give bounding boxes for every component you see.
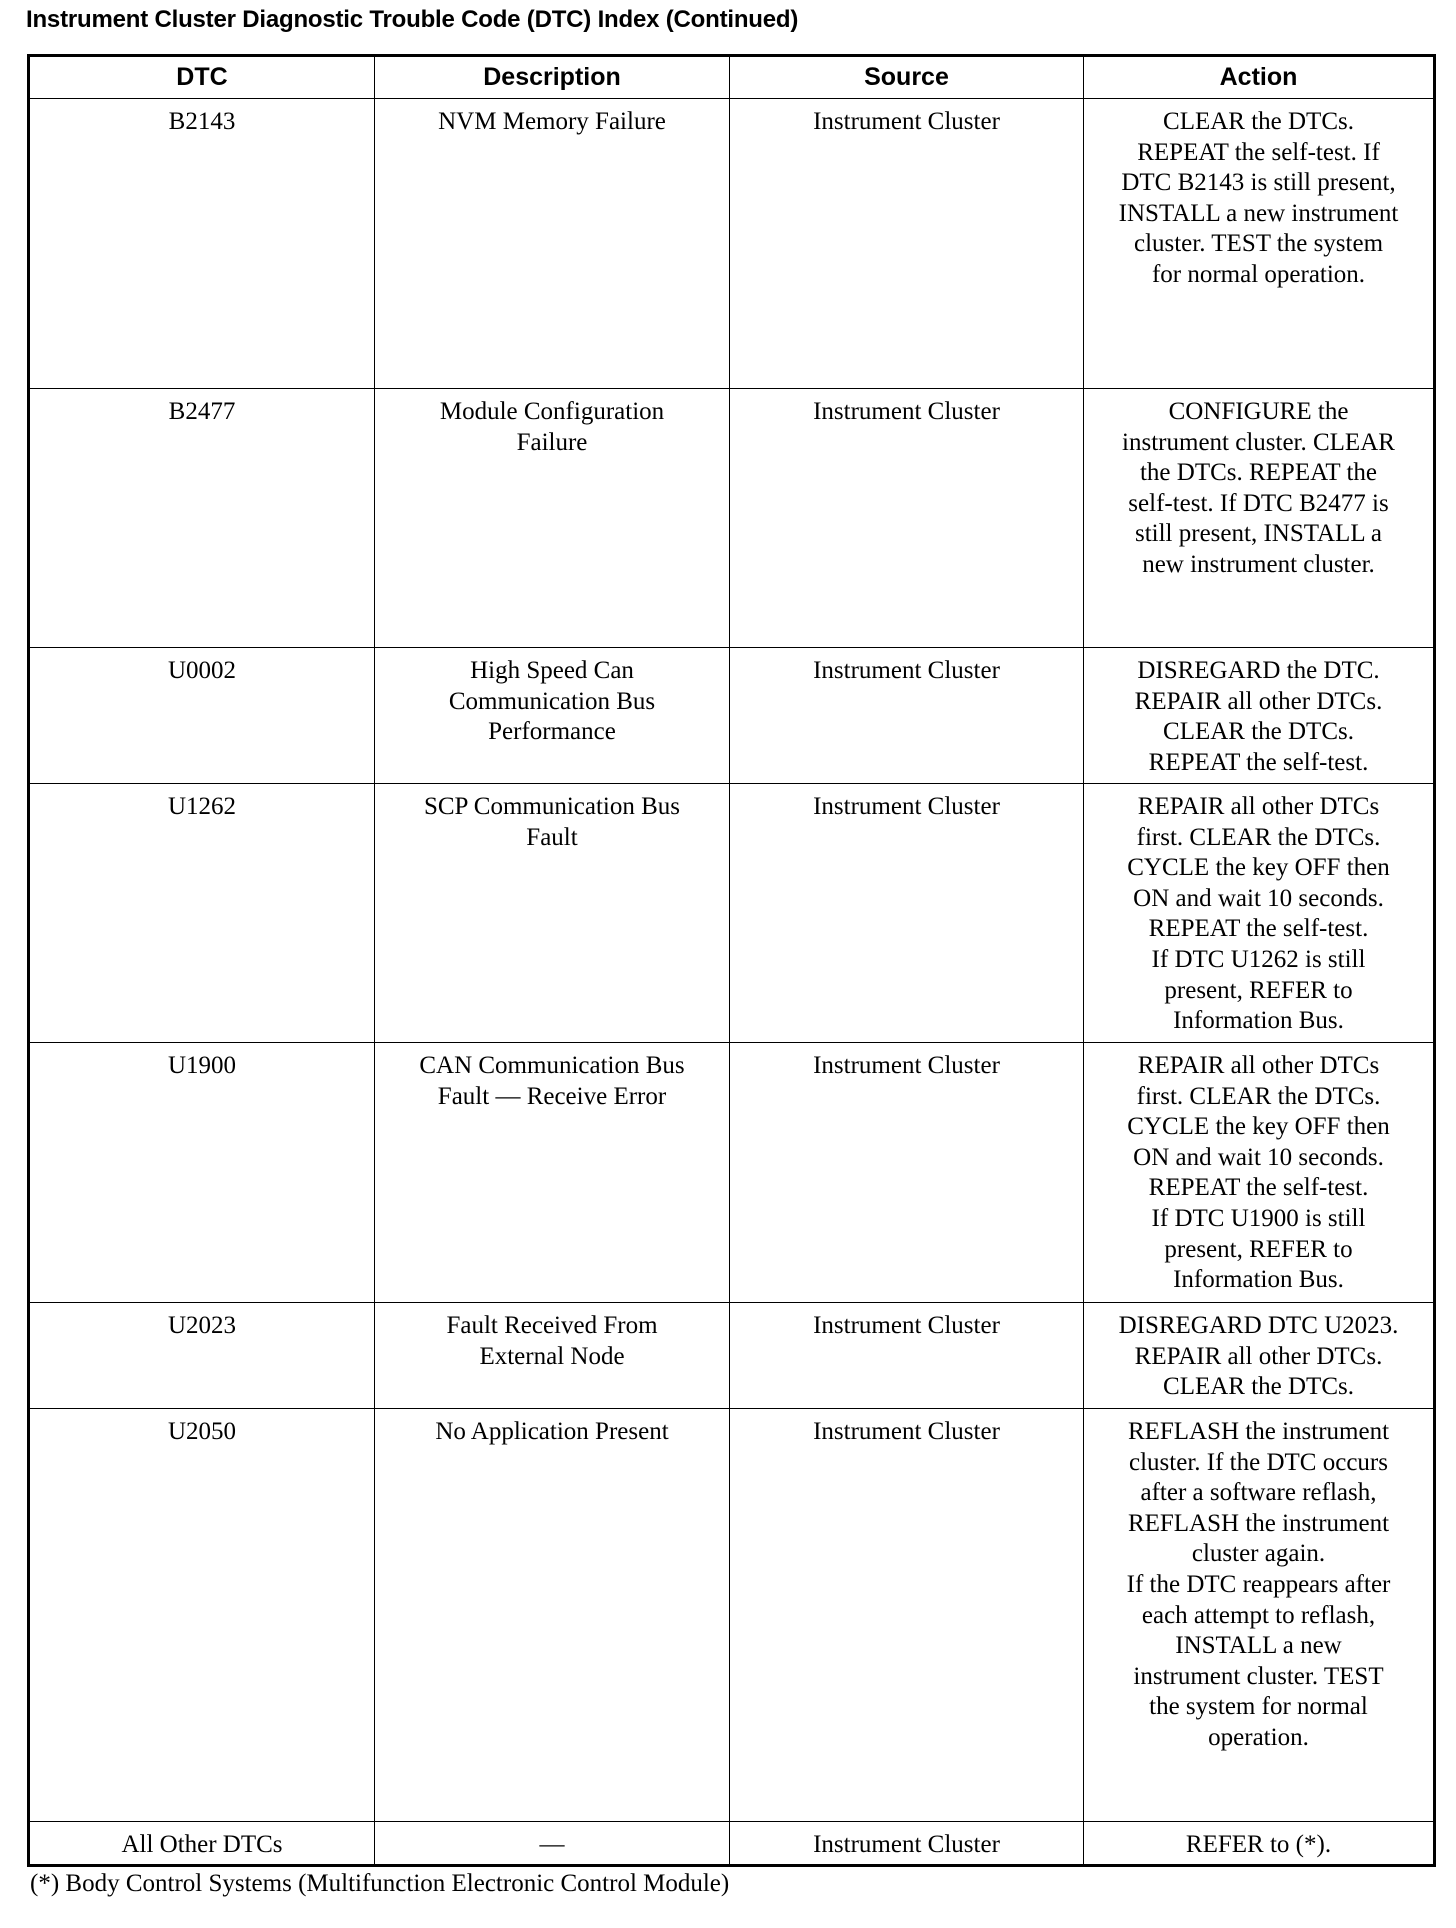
- cell-action: REFLASH the instrument cluster. If the DTC occurs after a software reflash, REFLASH the instrument cluster again. If the DTC reappears after each attempt to reflash, INSTALL a new instrument cluster. TEST the system for normal operation.: [1084, 1409, 1435, 1822]
- cell-description: No Application Present: [375, 1409, 730, 1822]
- cell-source: Instrument Cluster: [730, 1409, 1084, 1822]
- cell-action: REPAIR all other DTCs first. CLEAR the DTCs. CYCLE the key OFF then ON and wait 10 seconds. REPEAT the self-test. If DTC U1262 is still present, REFER to Information Bus.: [1084, 784, 1435, 1043]
- cell-action: DISREGARD the DTC. REPAIR all other DTCs. CLEAR the DTCs. REPEAT the self-test.: [1084, 648, 1435, 784]
- cell-description: SCP Communication Bus Fault: [375, 784, 730, 1043]
- table-row: [29, 1043, 1435, 1303]
- header-source: Source: [730, 56, 1084, 99]
- table-header-row: [29, 56, 1435, 99]
- table-row: [29, 1303, 1435, 1409]
- cell-dtc: B2143: [29, 99, 375, 389]
- cell-action: REPAIR all other DTCs first. CLEAR the DTCs. CYCLE the key OFF then ON and wait 10 seconds. REPEAT the self-test. If DTC U1900 is still present, REFER to Information Bus.: [1084, 1043, 1435, 1303]
- cell-action: DISREGARD DTC U2023. REPAIR all other DTCs. CLEAR the DTCs.: [1084, 1303, 1435, 1409]
- cell-source: Instrument Cluster: [730, 1043, 1084, 1303]
- cell-action: CONFIGURE the instrument cluster. CLEAR the DTCs. REPEAT the self-test. If DTC B2477 is still present, INSTALL a new instrument cluster.: [1084, 389, 1435, 648]
- table-row: [29, 784, 1435, 1043]
- footnote: (*) Body Control Systems (Multifunction Electronic Control Module): [30, 1870, 730, 1897]
- cell-source: Instrument Cluster: [730, 784, 1084, 1043]
- cell-source: Instrument Cluster: [730, 1822, 1084, 1866]
- cell-dtc: U2050: [29, 1409, 375, 1822]
- cell-description: High Speed Can Communication Bus Performance: [375, 648, 730, 784]
- header-action: Action: [1084, 56, 1435, 99]
- table-row: [29, 99, 1435, 389]
- header-dtc: DTC: [29, 56, 375, 99]
- cell-dtc: U2023: [29, 1303, 375, 1409]
- dtc-index-table: [27, 54, 1436, 1867]
- cell-dtc: U0002: [29, 648, 375, 784]
- table-row: [29, 1822, 1435, 1866]
- cell-description: Module Configuration Failure: [375, 389, 730, 648]
- cell-dtc: U1262: [29, 784, 375, 1043]
- cell-source: Instrument Cluster: [730, 99, 1084, 389]
- cell-dtc: U1900: [29, 1043, 375, 1303]
- cell-source: Instrument Cluster: [730, 648, 1084, 784]
- cell-dtc: B2477: [29, 389, 375, 648]
- cell-description: —: [375, 1822, 730, 1866]
- cell-source: Instrument Cluster: [730, 1303, 1084, 1409]
- cell-action: REFER to (*).: [1084, 1822, 1435, 1866]
- cell-source: Instrument Cluster: [730, 389, 1084, 648]
- table-row: [29, 648, 1435, 784]
- header-description: Description: [375, 56, 730, 99]
- page-title: Instrument Cluster Diagnostic Trouble Code (DTC) Index (Continued): [26, 6, 799, 33]
- table-row: [29, 1409, 1435, 1822]
- cell-dtc: All Other DTCs: [29, 1822, 375, 1866]
- cell-description: CAN Communication Bus Fault — Receive Error: [375, 1043, 730, 1303]
- cell-description: NVM Memory Failure: [375, 99, 730, 389]
- cell-action: CLEAR the DTCs. REPEAT the self-test. If DTC B2143 is still present, INSTALL a new instrument cluster. TEST the system for normal operation.: [1084, 99, 1435, 389]
- table-row: [29, 389, 1435, 648]
- cell-description: Fault Received From External Node: [375, 1303, 730, 1409]
